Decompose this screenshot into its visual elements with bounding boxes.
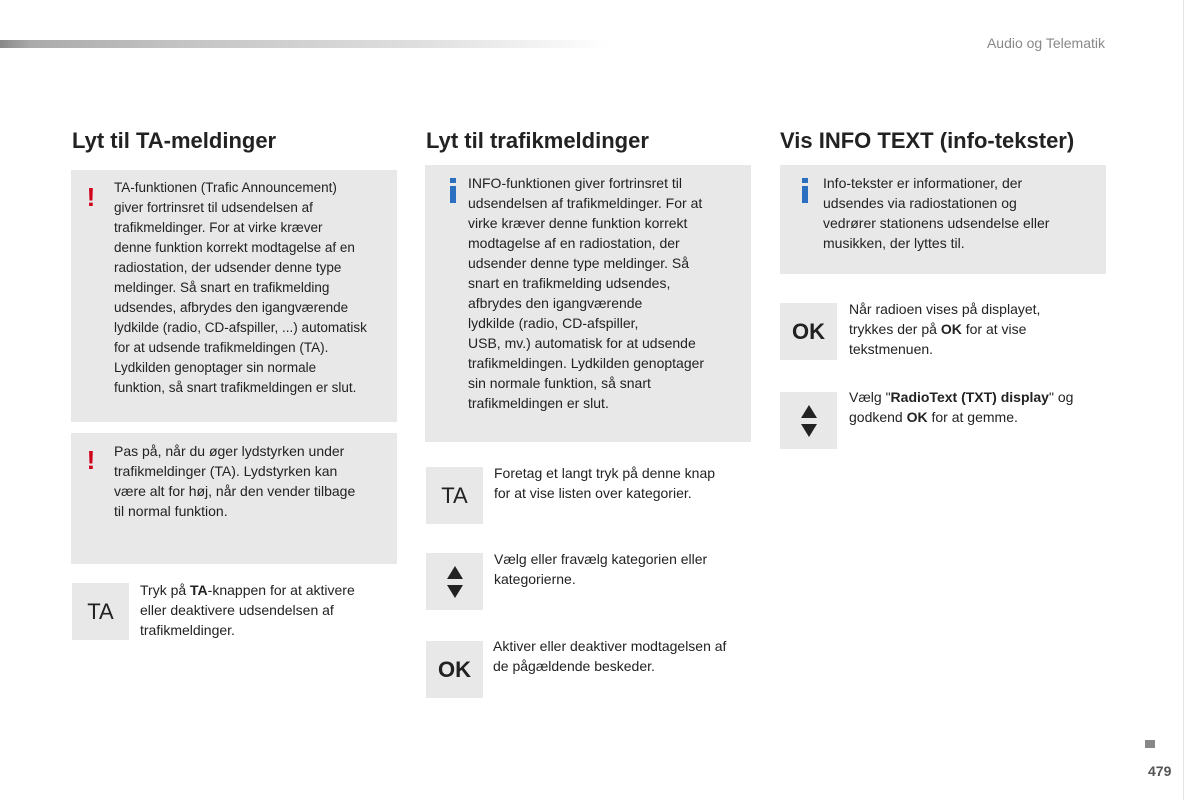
text-bold: OK xyxy=(906,409,928,425)
text-line: de pågældende beskeder. xyxy=(493,658,655,674)
text-line: virke kræver denne funktion korrekt xyxy=(468,215,688,231)
text-line: trafikmeldinger (TA). Lydstyrken kan xyxy=(114,463,338,479)
text-line: for at vise listen over kategorier. xyxy=(494,485,692,501)
info-i-icon xyxy=(802,178,808,203)
col1-ta-key-description xyxy=(140,580,400,640)
warning-exclamation-icon: ! xyxy=(86,182,96,212)
col2-info-text xyxy=(468,173,748,413)
page-edge-line xyxy=(1183,0,1184,800)
text-line xyxy=(849,407,1109,427)
text-line: Foretag et langt tryk på denne knap xyxy=(494,465,716,481)
text-line: lydkilde (radio, CD-afspiller, xyxy=(468,315,639,331)
page-marker xyxy=(1145,740,1155,748)
info-icon-dot xyxy=(450,178,456,183)
page-number: 479 xyxy=(1148,763,1172,779)
text-line: kategorierne. xyxy=(494,571,576,587)
text-line: eller deaktivere udsendelsen af xyxy=(140,602,334,618)
text-line: udsender denne type meldinger. Så xyxy=(468,255,690,271)
header-gradient-bar xyxy=(0,40,610,48)
arrow-down-icon xyxy=(447,585,463,598)
info-icon-bar xyxy=(450,186,456,203)
arrow-up-icon xyxy=(801,405,817,418)
text-bold: TA xyxy=(190,582,208,598)
col1-warning-2-text xyxy=(114,441,394,521)
text-bold: OK xyxy=(940,321,962,337)
col1-warning-box-1 xyxy=(71,170,397,422)
col2-info-box xyxy=(425,165,751,442)
info-i-icon xyxy=(450,178,456,203)
text-line: Lydkilden genoptager sin normale xyxy=(114,360,317,375)
warning-exclamation-icon: ! xyxy=(86,445,96,475)
col2-arrows-key-description xyxy=(494,549,754,589)
up-down-arrows-icon xyxy=(780,392,837,449)
text-line: Når radioen vises på displayet, xyxy=(849,301,1041,317)
header-section-label: Audio og Telematik xyxy=(986,35,1105,51)
text-line: til normal funktion. xyxy=(114,503,228,519)
text-line: meldinger. Så snart en trafikmelding xyxy=(114,280,330,295)
text-line: tekstmenuen. xyxy=(849,341,934,357)
text-line: trafikmeldinger. xyxy=(140,622,235,638)
text-line: udsendes, afbrydes den igangværende xyxy=(114,300,349,315)
text-line: Pas på, når du øger lydstyrken under xyxy=(114,443,345,459)
text-line: Aktiver eller deaktiver modtagelsen af xyxy=(493,638,727,654)
arrow-down-icon xyxy=(801,424,817,437)
text-line: Vælg eller fravælg kategorien eller xyxy=(494,551,708,567)
text-line: lydkilde (radio, CD-afspiller, ...) automatisk xyxy=(114,320,367,335)
col1-warning-1-text xyxy=(114,178,394,398)
text-line: denne funktion korrekt modtagelse af en xyxy=(114,240,355,255)
text-line: musikken, der lyttes til. xyxy=(823,235,965,251)
col3-title: Vis INFO TEXT (info-tekster) xyxy=(780,128,1075,153)
arrow-up-icon xyxy=(447,566,463,579)
text-span: -knappen for at aktivere xyxy=(207,582,355,598)
col2-title: Lyt til trafikmeldinger xyxy=(426,128,649,153)
text-line: trafikmeldingen er slut. xyxy=(468,395,609,411)
text-line: trafikmeldinger. For at virke kræver xyxy=(114,220,323,235)
text-line: udsendelsen af trafikmeldinger. For at xyxy=(468,195,703,211)
text-line: modtagelse af en radiostation, der xyxy=(468,235,680,251)
text-line: for at udsende trafikmeldingen (TA). xyxy=(114,340,329,355)
text-line: giver fortrinsret til udsendelsen af xyxy=(114,200,313,215)
text-line: INFO-funktionen giver fortrinsret til xyxy=(468,175,682,191)
col3-arrows-key-description xyxy=(849,387,1109,427)
col1-title: Lyt til TA-meldinger xyxy=(72,128,277,153)
text-line: vedrører stationens udsendelse eller xyxy=(823,215,1050,231)
text-line: snart en trafikmelding udsendes, xyxy=(468,275,671,291)
ta-key-icon: TA xyxy=(426,467,483,524)
text-line xyxy=(849,387,1109,407)
text-span: Vælg " xyxy=(849,389,891,405)
text-line: TA-funktionen (Trafic Announcement) xyxy=(114,180,337,195)
text-line: sin normale funktion, så snart xyxy=(468,375,651,391)
text-line: funktion, så snart trafikmeldingen er slut. xyxy=(114,380,357,395)
col2-ta-key-description xyxy=(494,463,754,503)
text-line: udsendes via radiostationen og xyxy=(823,195,1017,211)
text-span: " og xyxy=(1048,389,1074,405)
ok-key-icon: OK xyxy=(426,641,483,698)
info-icon-dot xyxy=(802,178,808,183)
col3-ok-key-description xyxy=(849,299,1109,359)
text-bold: RadioText (TXT) display xyxy=(890,389,1049,405)
col3-info-text xyxy=(823,173,1103,253)
text-span: Tryk på xyxy=(140,582,191,598)
info-icon-bar xyxy=(802,186,808,203)
text-line: radiostation, der udsender denne type xyxy=(114,260,342,275)
text-span: godkend xyxy=(849,409,907,425)
text-line: trafikmeldingen. Lydkilden genoptager xyxy=(468,355,705,371)
up-down-arrows-icon xyxy=(426,553,483,610)
text-line: USB, mv.) automatisk for at udsende xyxy=(468,335,696,351)
ok-key-icon: OK xyxy=(780,303,837,360)
col3-info-box xyxy=(780,165,1106,274)
text-line: Info-tekster er informationer, der xyxy=(823,175,1023,191)
text-span: trykkes der på xyxy=(849,321,941,337)
col2-ok-key-description xyxy=(493,636,755,676)
ta-key-icon: TA xyxy=(72,583,129,640)
text-line: være alt for høj, når den vender tilbage xyxy=(114,483,356,499)
text-span: for at gemme. xyxy=(927,409,1018,425)
text-span: for at vise xyxy=(961,321,1027,337)
text-line: afbrydes den igangværende xyxy=(468,295,643,311)
col1-warning-box-2 xyxy=(71,433,397,564)
text-line xyxy=(140,580,400,600)
text-line xyxy=(849,319,1109,339)
